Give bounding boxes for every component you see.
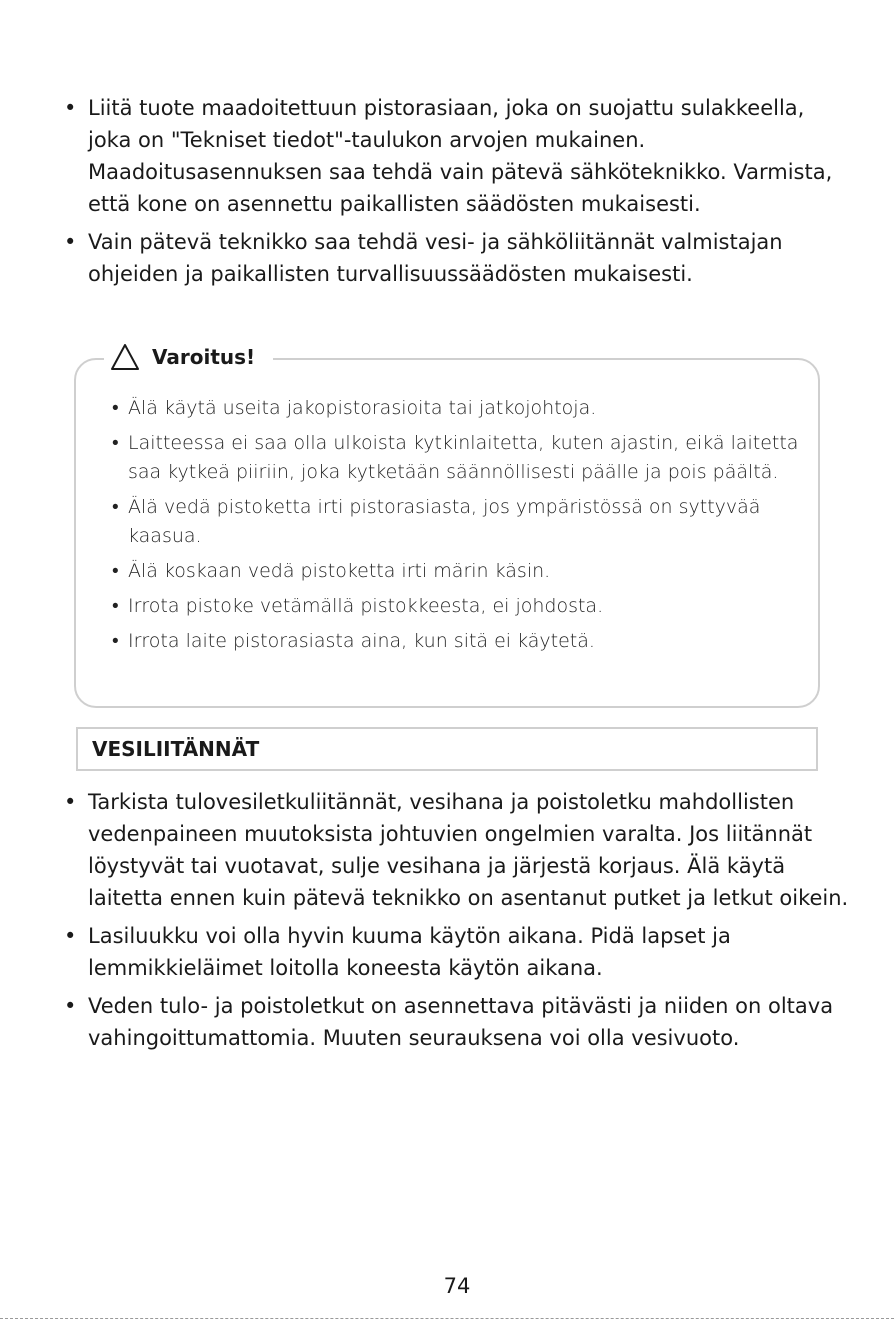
bullet-marker: •	[64, 96, 77, 120]
bullet-marker: •	[112, 397, 119, 419]
bullet-marker: •	[112, 595, 119, 617]
list-item	[112, 394, 802, 423]
list-item	[62, 226, 852, 290]
safety-bullet-list	[62, 92, 852, 296]
bullet-marker: •	[112, 432, 119, 454]
bullet-marker: •	[112, 630, 119, 652]
page-number: 74	[443, 1274, 471, 1298]
bullet-marker: •	[64, 230, 77, 254]
list-item	[112, 627, 802, 656]
bullet-marker: •	[64, 790, 77, 814]
list-item	[62, 92, 852, 220]
warning-list	[112, 394, 802, 662]
bullet-marker: •	[112, 560, 119, 582]
warning-text: Älä käytä useita jakopistorasioita tai jatkojohtoja.	[128, 397, 597, 419]
list-item	[112, 592, 802, 621]
bullet-marker: •	[112, 496, 119, 518]
bullet-text: Tarkista tulovesiletkuliitännät, vesihana ja poistoletku mahdollisten vedenpaineen muutoksista johtuvien ongelmien varalta. Jos liitännät löystyvät tai vuotavat, sulje vesihana ja järjestä korjaus. Älä käytä laitetta ennen kuin pätevä teknikko on asentanut putket ja letkut oikein.	[88, 790, 849, 910]
list-item	[112, 557, 802, 586]
section-header-water-connections	[76, 727, 818, 771]
water-bullet-list	[62, 786, 852, 1060]
section-title: VESILIITÄNNÄT	[92, 737, 260, 761]
bullet-text: Vain pätevä teknikko saa tehdä vesi- ja sähköliitännät valmistajan ohjeiden ja paikallisten turvallisuussäädösten mukaisesti.	[88, 230, 783, 286]
warning-text: Irrota pistoke vetämällä pistokkeesta, ei johdosta.	[128, 595, 604, 617]
bullet-text: Veden tulo- ja poistoletkut on asennettava pitävästi ja niiden on oltava vahingoittumattomia. Muuten seurauksena voi olla vesivuoto.	[88, 994, 834, 1050]
list-item	[62, 990, 852, 1054]
list-item	[62, 920, 852, 984]
list-item	[112, 493, 802, 551]
footer-divider	[0, 1318, 894, 1319]
list-item	[62, 786, 852, 914]
warning-header	[104, 340, 273, 374]
warning-triangle-icon	[110, 343, 140, 371]
warning-text: Laitteessa ei saa olla ulkoista kytkinlaitetta, kuten ajastin, eikä laitetta saa kytkeä piiriin, joka kytketään säännöllisesti päälle ja pois päältä.	[128, 432, 799, 483]
bullet-text: Lasiluukku voi olla hyvin kuuma käytön aikana. Pidä lapset ja lemmikkieläimet loitolla koneesta käytön aikana.	[88, 924, 731, 980]
warning-text: Älä koskaan vedä pistoketta irti märin käsin.	[128, 560, 551, 582]
warning-text: Irrota laite pistorasiasta aina, kun sitä ei käytetä.	[128, 630, 595, 652]
bullet-text: Liitä tuote maadoitettuun pistorasiaan, joka on suojattu sulakkeella, joka on "Tekniset tiedot"-taulukon arvojen mukainen. Maadoitusasennuksen saa tehdä vain pätevä sähköteknikko. Varmista, että kone on asennettu paikallisten säädösten mukaisesti.	[88, 96, 833, 216]
bullet-marker: •	[64, 994, 77, 1018]
warning-title: Varoitus!	[152, 345, 256, 369]
warning-text: Älä vedä pistoketta irti pistorasiasta, jos ympäristössä on syttyvää kaasua.	[128, 496, 761, 547]
bullet-marker: •	[64, 924, 77, 948]
list-item	[112, 429, 802, 487]
